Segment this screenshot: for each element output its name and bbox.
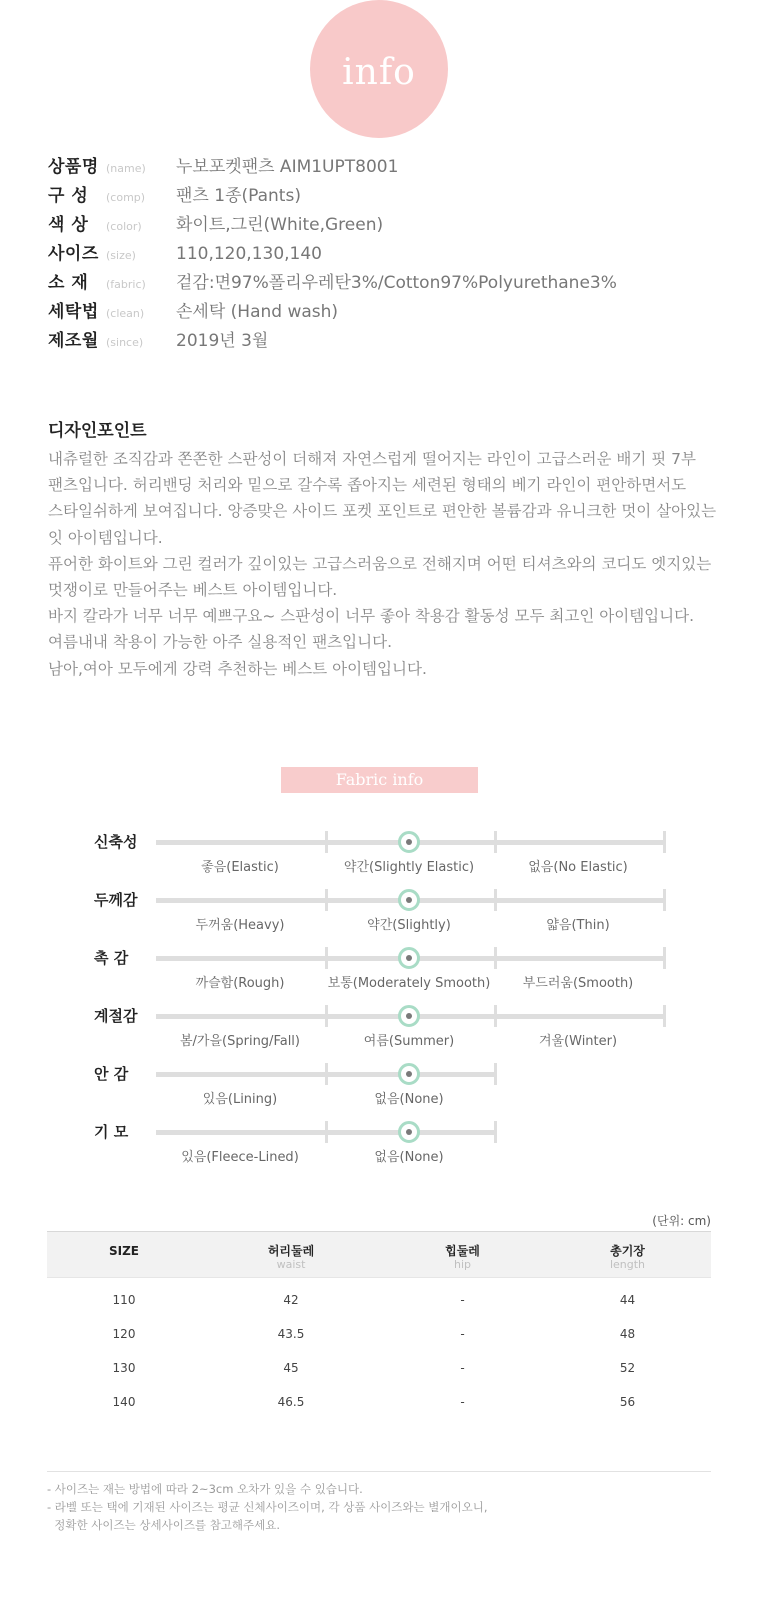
info-label: 세탁법 — [48, 302, 99, 322]
fabric-selected-marker — [398, 1063, 420, 1085]
fabric-option: 좋음(Elastic) — [201, 860, 279, 875]
fabric-tick — [325, 1121, 328, 1143]
table-row — [47, 1351, 711, 1385]
table-cell: 48 — [619, 1327, 636, 1341]
design-point-line: 내츄럴한 조직감과 쫀쫀한 스판성이 더해져 자연스럽게 떨어지는 라인이 고급스러운 배기 핏 7부 — [48, 450, 697, 468]
design-point-line: 스타일쉬하게 보여집니다. 앙증맞은 사이드 포켓 포인트로 편안한 볼륨감과 유니크한 멋이 살아있는 — [48, 502, 717, 521]
fabric-option: 까슬함(Rough) — [195, 976, 285, 991]
design-point-line: 남아,여아 모두에게 강력 추천하는 베스트 아이템입니다. — [48, 659, 427, 678]
fabric-option: 없음(No Elastic) — [528, 860, 628, 875]
info-row — [48, 239, 617, 268]
design-point-line: 잇 아이템입니다. — [48, 528, 163, 547]
table-row — [47, 1283, 711, 1317]
fabric-tick — [663, 947, 666, 969]
fabric-option: 약간(Slightly) — [367, 918, 451, 933]
design-point-line: 여름내내 착용이 가능한 아주 실용적인 팬츠입니다. — [48, 633, 392, 652]
info-row — [48, 152, 617, 181]
info-label-en: (comp) — [106, 191, 146, 204]
size-table — [47, 1231, 711, 1419]
fabric-selected-marker — [398, 1121, 420, 1143]
fabric-selected-marker — [398, 889, 420, 911]
fabric-tick — [663, 831, 666, 853]
info-label-en: (fabric) — [106, 278, 146, 291]
fabric-option: 약간(Slightly Elastic) — [343, 860, 475, 875]
table-cell: 52 — [619, 1361, 636, 1375]
design-point-text — [48, 446, 748, 682]
info-row — [48, 326, 617, 355]
fabric-tick — [494, 889, 497, 911]
info-label: 구 성 — [48, 186, 89, 206]
fabric-tick — [494, 1063, 497, 1085]
size-header-ko: 허리둘레 — [267, 1244, 315, 1258]
fabric-selected-marker — [398, 1005, 420, 1027]
fabric-row — [0, 1123, 780, 1190]
table-cell: - — [460, 1361, 465, 1375]
size-header-cell — [47, 1232, 201, 1277]
fabric-tick — [325, 1063, 328, 1085]
info-row — [48, 297, 617, 326]
fabric-label: 기 모 — [94, 1123, 129, 1141]
fabric-label: 계절감 — [94, 1007, 138, 1025]
fabric-tick — [494, 1121, 497, 1143]
table-cell: - — [460, 1395, 465, 1409]
info-value: 누보포켓팬츠 AIM1UPT8001 — [176, 157, 399, 177]
info-label: 색 상 — [48, 215, 89, 235]
fabric-option: 얇음(Thin) — [546, 918, 610, 933]
info-label: 제조월 — [48, 331, 99, 351]
size-header-ko: 총기장 — [610, 1244, 645, 1258]
fabric-option: 없음(None) — [374, 1150, 444, 1165]
table-cell: 45 — [283, 1361, 299, 1375]
info-value: 팬츠 1종(Pants) — [176, 186, 301, 206]
table-cell: - — [460, 1293, 465, 1307]
fabric-option: 없음(None) — [374, 1092, 444, 1107]
note-line: 정확한 사이즈는 상세사이즈를 참고해주세요. — [47, 1518, 281, 1532]
product-info-table — [48, 152, 617, 355]
table-cell: 56 — [619, 1395, 636, 1409]
fabric-tick — [325, 947, 328, 969]
info-label: 소 재 — [48, 273, 89, 293]
info-value: 110,120,130,140 — [176, 244, 323, 264]
notes-divider — [47, 1471, 711, 1472]
fabric-tick — [325, 831, 328, 853]
fabric-info-title: Fabric info — [281, 767, 478, 793]
table-row — [47, 1385, 711, 1419]
fabric-tick — [494, 1005, 497, 1027]
size-header-en: waist — [276, 1258, 306, 1271]
fabric-label: 안 감 — [94, 1065, 129, 1083]
fabric-tick — [663, 889, 666, 911]
size-header-cell — [544, 1232, 711, 1277]
fabric-tick — [494, 947, 497, 969]
info-value: 손세탁 (Hand wash) — [176, 302, 339, 322]
fabric-label: 신축성 — [94, 833, 138, 851]
info-row — [48, 268, 617, 297]
fabric-label: 촉 감 — [94, 949, 129, 967]
fabric-option: 봄/가을(Spring/Fall) — [179, 1034, 300, 1049]
info-label-en: (since) — [106, 336, 144, 349]
table-cell: 130 — [112, 1361, 136, 1375]
info-value: 2019년 3월 — [176, 331, 269, 351]
table-cell: 42 — [283, 1293, 299, 1307]
info-row — [48, 210, 617, 239]
fabric-tick — [325, 1005, 328, 1027]
fabric-selected-marker — [398, 831, 420, 853]
fabric-option: 보통(Moderately Smooth) — [327, 976, 491, 991]
note-line: - 라벨 또는 택에 기재된 사이즈는 평균 신체사이즈이며, 각 상품 사이즈와는 별개이오니, — [47, 1500, 488, 1514]
info-badge: info — [310, 0, 448, 138]
fabric-label: 두께감 — [94, 891, 138, 909]
size-header-cell — [201, 1232, 381, 1277]
info-label-en: (size) — [106, 249, 136, 262]
size-header-ko: 힙둘레 — [445, 1244, 480, 1258]
fabric-tick — [663, 1005, 666, 1027]
size-unit: (단위: cm) — [652, 1214, 711, 1228]
note-line: - 사이즈는 재는 방법에 따라 2~3cm 오차가 있을 수 있습니다. — [47, 1482, 363, 1496]
table-cell: - — [460, 1327, 465, 1341]
info-value: 겉감:면97%폴리우레탄3%/Cotton97%Polyurethane3% — [176, 273, 617, 293]
design-point-line: 퓨어한 화이트와 그린 컬러가 깊이있는 고급스러움으로 전해지며 어떤 티셔츠와의 코디도 엣지있는 — [48, 554, 712, 573]
fabric-selected-marker — [398, 947, 420, 969]
fabric-tick — [494, 831, 497, 853]
table-row — [47, 1317, 711, 1351]
size-header-cell — [381, 1232, 544, 1277]
table-cell: 120 — [112, 1327, 136, 1341]
fabric-option: 있음(Lining) — [202, 1092, 278, 1107]
size-header-ko: SIZE — [108, 1244, 139, 1258]
fabric-tick — [325, 889, 328, 911]
size-notes — [47, 1480, 487, 1534]
table-cell: 46.5 — [277, 1395, 305, 1409]
size-header-en: length — [609, 1258, 646, 1271]
info-label: 사이즈 — [48, 244, 99, 264]
info-row — [48, 181, 617, 210]
table-cell: 110 — [112, 1293, 136, 1307]
info-label-en: (clean) — [106, 307, 145, 320]
design-point-line: 멋쟁이로 만들어주는 베스트 아이템입니다. — [48, 581, 338, 600]
design-point-line: 바지 칼라가 너무 너무 예쁘구요~ 스판성이 너무 좋아 착용감 활동성 모두 최고인 아이템입니다. — [48, 607, 695, 626]
fabric-option: 여름(Summer) — [363, 1034, 455, 1049]
info-label: 상품명 — [48, 157, 99, 177]
info-label-en: (name) — [106, 162, 146, 175]
fabric-option: 부드러움(Smooth) — [522, 976, 634, 991]
table-cell: 43.5 — [277, 1327, 305, 1341]
fabric-option: 있음(Fleece-Lined) — [181, 1150, 299, 1165]
table-cell: 44 — [619, 1293, 636, 1307]
fabric-option: 겨울(Winter) — [538, 1034, 618, 1049]
design-point-line: 팬츠입니다. 허리밴딩 처리와 밑으로 갈수록 좁아지는 세련된 형태의 베기 라인이 편안하면서도 — [48, 476, 687, 495]
design-point-title: 디자인포인트 — [48, 421, 147, 441]
info-value: 화이트,그린(White,Green) — [176, 215, 384, 235]
table-cell: 140 — [112, 1395, 136, 1409]
size-table-header — [47, 1231, 711, 1278]
fabric-option: 두꺼움(Heavy) — [195, 918, 285, 933]
size-header-en: hip — [453, 1258, 471, 1271]
info-label-en: (color) — [106, 220, 142, 233]
